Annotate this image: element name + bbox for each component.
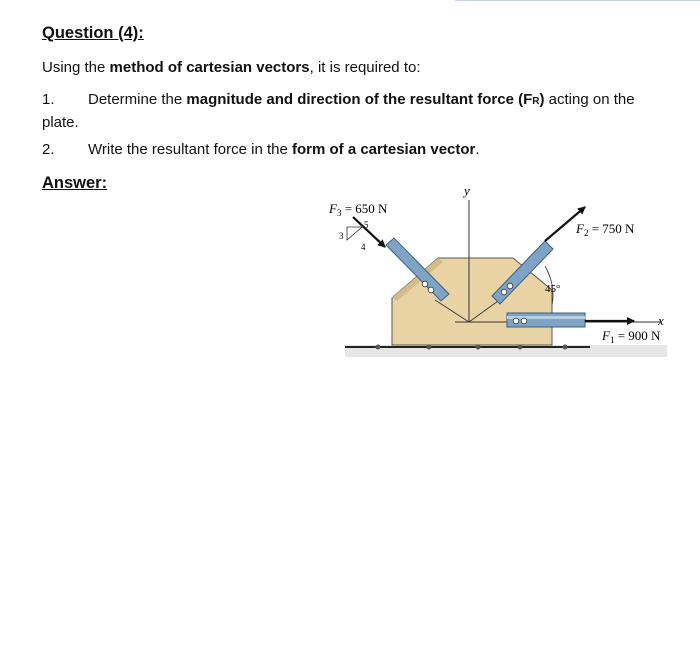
f2-subscript: 2: [583, 228, 589, 238]
item-2-bold: form of a cartesian vector: [292, 141, 476, 158]
f3-arrow: [353, 217, 385, 247]
item-1-number: 1.: [42, 91, 55, 108]
slope-triangle: [347, 227, 362, 240]
item-1-bold-end: ): [539, 91, 545, 108]
member-f1: [507, 313, 585, 327]
intro-prefix: Using the: [42, 59, 110, 76]
f1-label: [601, 328, 661, 345]
force-diagram: [330, 182, 680, 362]
item-1-prefix: Determine the: [88, 91, 187, 108]
f1-value: = 900 N: [614, 328, 661, 343]
angle-label: 45°: [545, 283, 561, 295]
intro-bold: method of cartesian vectors: [109, 59, 310, 76]
top-border-line: [455, 0, 700, 1]
item-1-bold-sub: R: [532, 96, 540, 107]
item-2-prefix: Write the resultant force in the: [88, 141, 292, 158]
item-2-suffix: .: [475, 141, 480, 158]
x-axis-label: x: [658, 313, 664, 328]
y-axis-label: y: [464, 183, 470, 198]
f2-label: [575, 221, 635, 238]
f3-symbol: F: [329, 201, 337, 216]
f1-subscript: 1: [609, 335, 615, 345]
item-2-number: 2.: [42, 141, 55, 158]
f3-value: = 650 N: [341, 201, 388, 216]
item-1-bold: [186, 91, 544, 108]
question-intro: [42, 59, 421, 76]
question-item-2: [42, 141, 480, 158]
slope-3-label: 3: [339, 231, 344, 241]
question-title: Question (4):: [42, 24, 144, 42]
f2-symbol: F: [576, 221, 584, 236]
item-1-suffix: acting on the plate.: [42, 91, 635, 131]
f3-subscript: 3: [336, 208, 342, 218]
f2-value: = 750 N: [588, 221, 635, 236]
slope-5-label: 5: [364, 220, 369, 230]
f1-symbol: F: [602, 328, 610, 343]
answer-label: Answer:: [42, 174, 108, 192]
question-item-1: [42, 89, 662, 133]
f3-label: [328, 201, 388, 218]
intro-suffix: , it is required to:: [309, 59, 421, 76]
item-1-bold-text: magnitude and direction of the resultant force (F: [186, 91, 533, 108]
slope-4-label: 4: [361, 242, 366, 252]
